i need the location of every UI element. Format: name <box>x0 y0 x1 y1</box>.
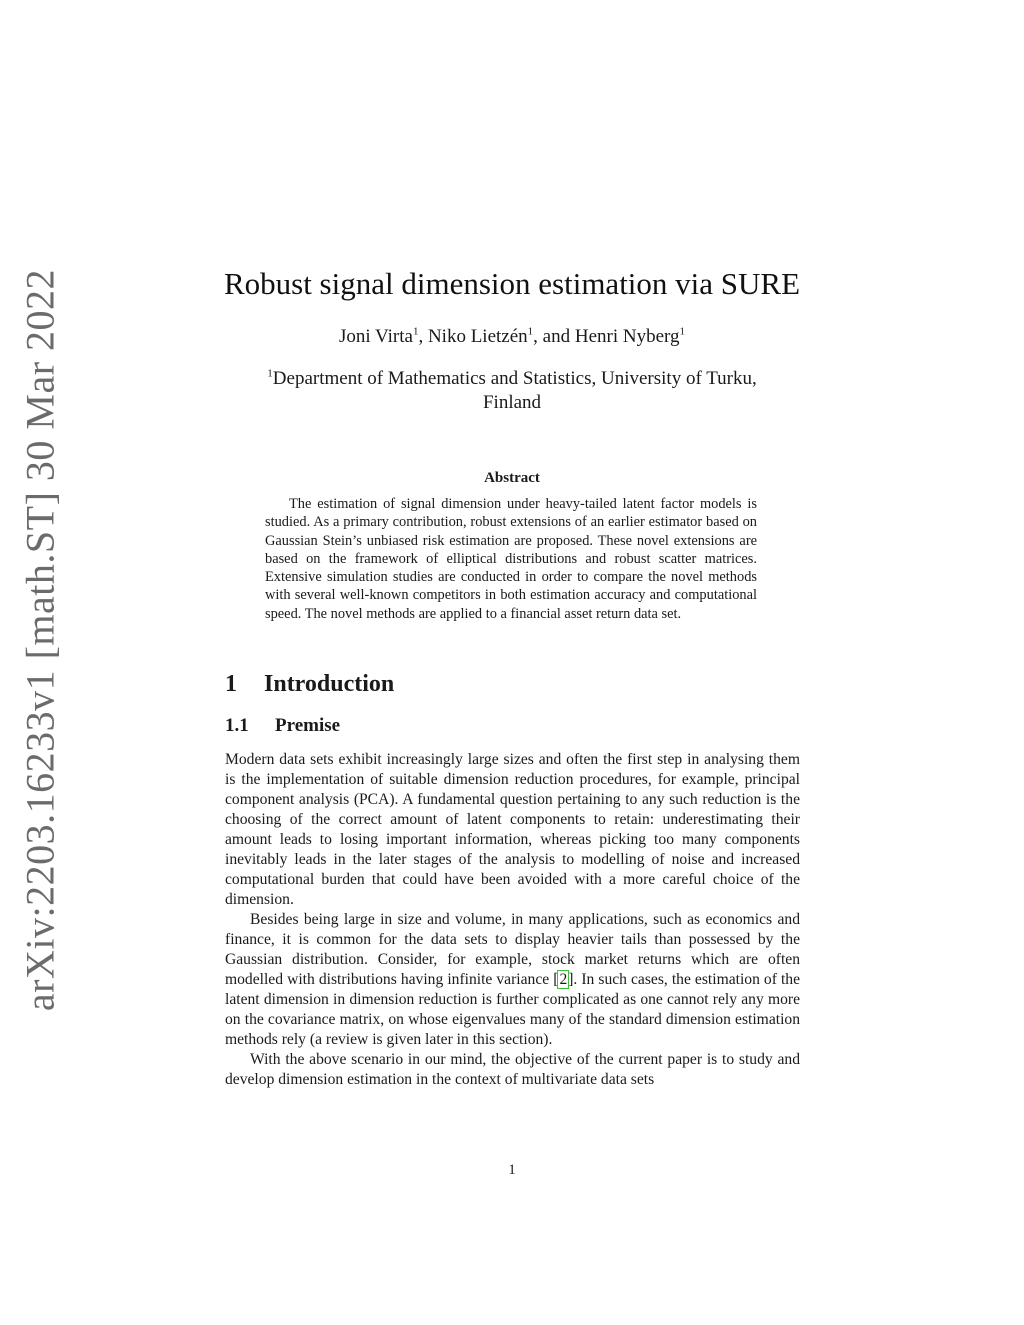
page-number: 1 <box>508 1162 516 1178</box>
abstract-heading: Abstract <box>484 470 540 486</box>
citation-link[interactable]: 2 <box>559 971 568 988</box>
paragraph-3: With the above scenario in our mind, the objective of the current paper is to study and develop dimension estimation in the context of multivariate data sets <box>225 1051 800 1088</box>
author-name: Henri Nyberg <box>574 326 680 347</box>
author-affil-mark: 1 <box>527 325 534 338</box>
section-number: 1 <box>225 671 237 697</box>
paragraph-2-text: Besides being large in size and volume, in many applications, such as economics and finance, it is common for the data sets to display heavier tails than possessed by the Gaussian distribution. Consider, for example, stock market returns which are often modelled with distributions having infinite variance [ <box>225 911 800 988</box>
author-affil-mark: 1 <box>412 325 419 338</box>
affiliation <box>0 367 1024 415</box>
affiliation-text: Department of Mathematics and Statistics, University of Turku, <box>272 368 757 389</box>
affiliation-line-2: Finland <box>482 392 542 413</box>
section-title: Introduction <box>264 671 395 697</box>
author-name: Niko Lietzén <box>427 326 528 347</box>
section-heading <box>225 671 394 698</box>
affiliation-line-1 <box>0 367 1024 391</box>
author-separator: , <box>418 326 428 347</box>
author-name: Joni Virta <box>338 326 413 347</box>
subsection-number: 1.1 <box>225 715 249 736</box>
author-affil-mark: 1 <box>679 325 686 338</box>
author-separator: , and <box>533 326 575 347</box>
paragraph-1: Modern data sets exhibit increasingly large sizes and often the first step in analysing them is the implementation of suitable dimension reduction procedures, for example, principal component analysis (PCA). A fundamental question pertaining to any such reduction is the choosing of the correct amount of latent components to retain: underestimating their amount leads to losing important information, whereas picking too many components inevitably leads in the later stages of the analysis to modelling of noise and increased computational burden that could have been avoided with a more careful choice of the dimension. <box>225 751 800 908</box>
subsection-heading <box>225 715 340 737</box>
body-text <box>225 750 800 1090</box>
paragraph-2-text-cont: ]. In such cases, the estimation of the latent dimension in dimension reduction is further complicated as one cannot rely any more on the covariance matrix, on whose eigenvalues many of the standard dimension estimation methods rely (a review is given later in this section). <box>225 971 801 1048</box>
author-list <box>0 326 1024 348</box>
abstract-text: The estimation of signal dimension under heavy-tailed latent factor models is studied. As a primary contribution, robust extensions of an earlier estimator based on Gaussian Stein’s unbiased risk estimation are proposed. These novel extensions are based on the framework of elliptical distributions and robust scatter matrices. Extensive simulation studies are conducted in order to compare the novel methods with several well-known competitors in both estimation accuracy and computational speed. The novel methods are applied to a financial asset return data set. <box>265 496 757 622</box>
arxiv-identifier: arXiv:2203.16233v1 [math.ST] 30 Mar 2022 <box>17 268 63 1012</box>
paper-title: Robust signal dimension estimation via SURE <box>223 266 801 301</box>
paragraph-2 <box>225 910 800 1050</box>
subsection-title: Premise <box>275 715 341 736</box>
affil-mark: 1 <box>267 367 273 380</box>
